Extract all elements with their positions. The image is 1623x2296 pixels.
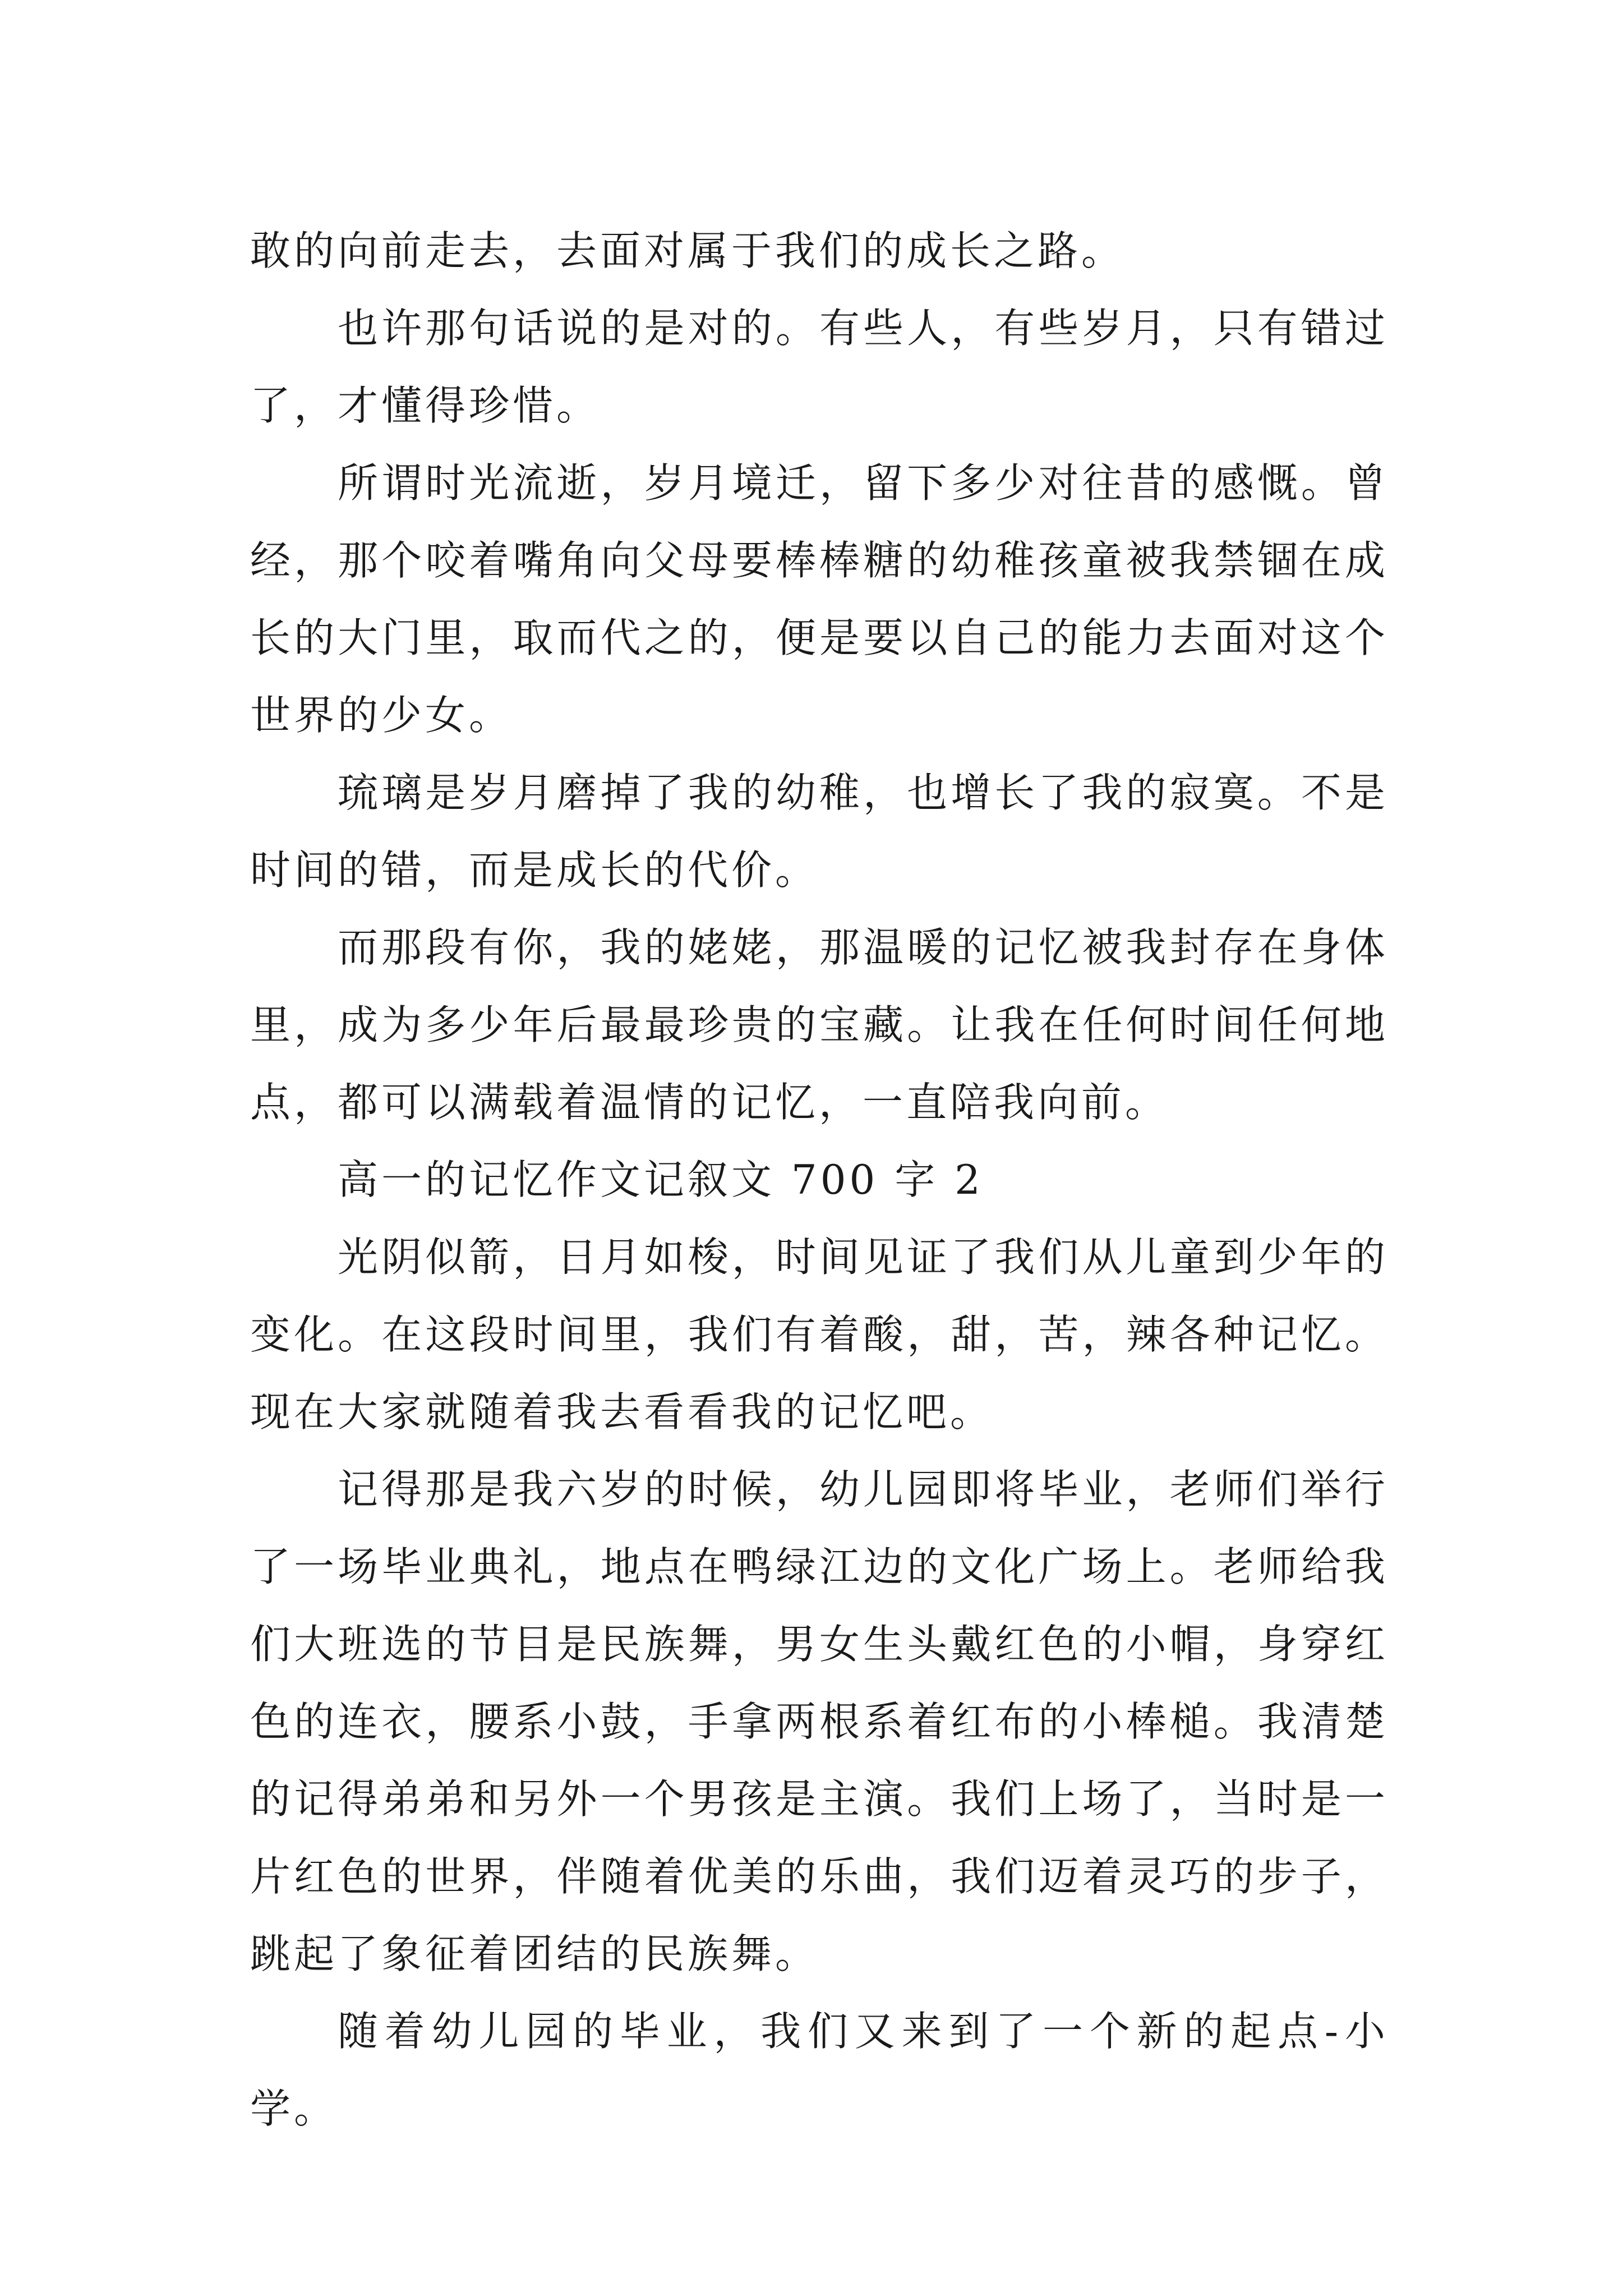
paragraph: 光阴似箭，日月如梭，时间见证了我们从儿童到少年的变化。在这段时间里，我们有着酸，甜，苦，辣各种记忆。现在大家就随着我去看看我的记忆吧。 (250, 1234, 1389, 1435)
paragraph-continuation: 敢的向前走去，去面对属于我们的成长之路。 (250, 227, 1126, 274)
paragraph: 也许那句话说的是对的。有些人，有些岁月，只有错过了，才懂得珍惜。 (250, 305, 1389, 429)
paragraph: 琉璃是岁月磨掉了我的幼稚，也增长了我的寂寞。不是时间的错，而是成长的代价。 (250, 769, 1389, 894)
document-body (250, 212, 1389, 2147)
paragraph: 记得那是我六岁的时候，幼儿园即将毕业，老师们举行了一场毕业典礼，地点在鸭绿江边的文化广场上。老师给我们大班选的节目是民族舞，男女生头戴红色的小帽，身穿红色的连衣，腰系小鼓，手拿两根系着红布的小棒槌。我清楚的记得弟弟和另外一个男孩是主演。我们上场了，当时是一片红色的世界，伴随着优美的乐曲，我们迈着灵巧的步子，跳起了象征着团结的民族舞。 (250, 1466, 1389, 1977)
section-heading: 高一的记忆作文记叙文 700 字 2 (338, 1156, 984, 1203)
paragraph: 而那段有你，我的姥姥，那温暖的记忆被我封存在身体里，成为多少年后最最珍贵的宝藏。让我在任何时间任何地点，都可以满载着温情的记忆，一直陪我向前。 (250, 924, 1389, 1126)
paragraph: 所谓时光流逝，岁月境迁，留下多少对往昔的感慨。曾经，那个咬着嘴角向父母要棒棒糖的幼稚孩童被我禁锢在成长的大门里，取而代之的，便是要以自己的能力去面对这个世界的少女。 (250, 459, 1389, 739)
paragraph: 随着幼儿园的毕业，我们又来到了一个新的起点-小学。 (250, 2008, 1389, 2132)
